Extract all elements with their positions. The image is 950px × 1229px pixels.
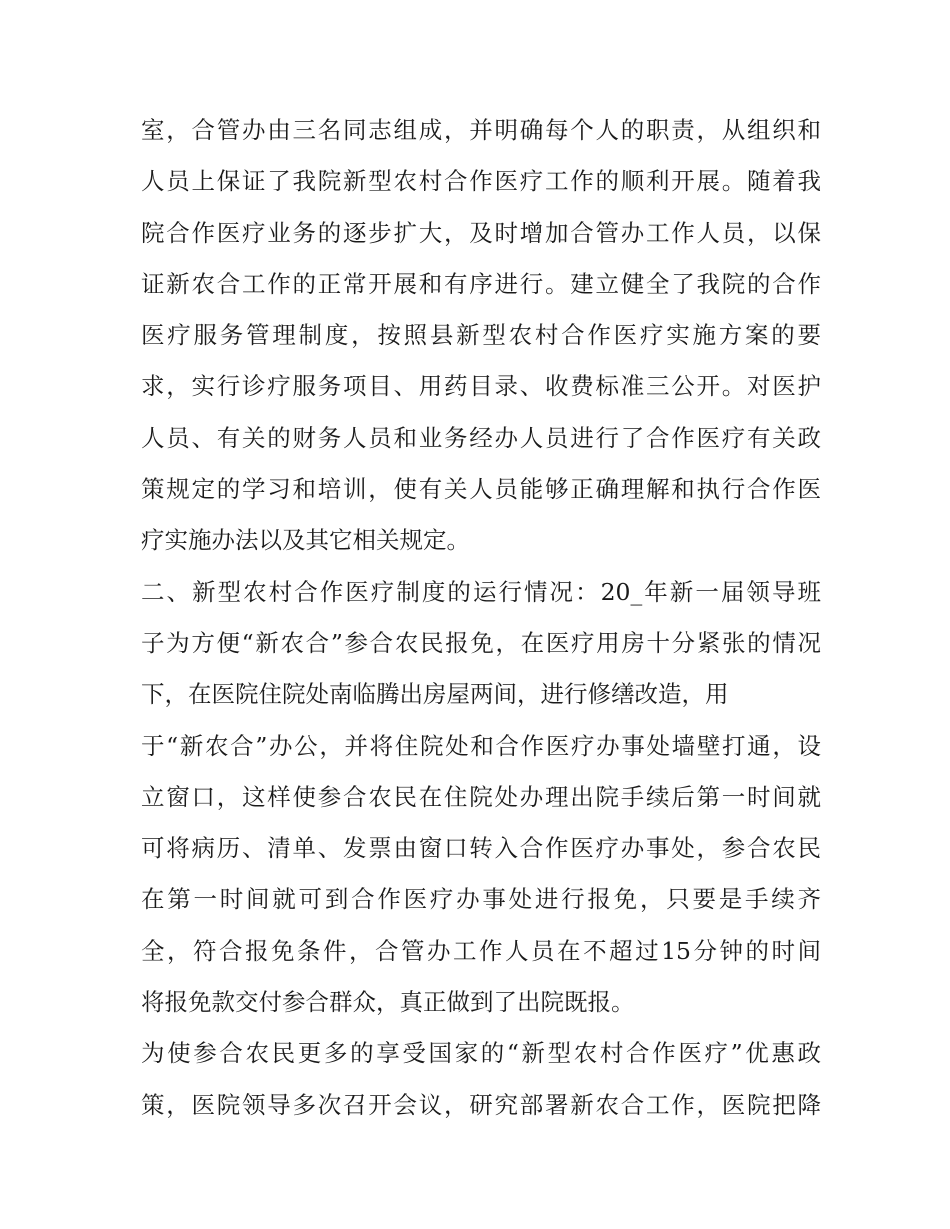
text-line: 人员上保证了我院新型农村合作医疗工作的顺利开展。随着我 [141,167,821,196]
text-line: 下，在医院住院处南临腾出房屋两间，进行修缮改造，用 [141,680,729,709]
text-line: 院合作医疗业务的逐步扩大，及时增加合管办工作人员，以保 [141,218,821,247]
text-line: 为使参合农民更多的享受国家的“新型农村合作医疗”优惠政 [141,1039,821,1068]
text-line: 证新农合工作的正常开展和有序进行。建立健全了我院的合作 [141,269,821,298]
text-line: 人员、有关的财务人员和业务经办人员进行了合作医疗有关政 [141,423,821,452]
text-line: 室，合管办由三名同志组成，并明确每个人的职责，从组织和 [141,116,821,144]
text-line: 子为方便“新农合”参合农民报免，在医疗用房十分紧张的情况 [141,628,821,657]
text-line: 策规定的学习和培训，使有关人员能够正确理解和执行合作医 [141,475,821,504]
body-text [141,105,821,1131]
text-line: 在第一时间就可到合作医疗办事处进行报免，只要是手续齐 [141,885,821,914]
text-line: 策，医院领导多次召开会议，研究部署新农合工作，医院把降 [141,1090,821,1119]
text-line: 求，实行诊疗服务项目、用药目录、收费标准三公开。对医护 [141,372,821,401]
text-line: 立窗口，这样使参合农民在住院处办理出院手续后第一时间就 [141,782,821,811]
text-line: 疗实施办法以及其它相关规定。 [141,526,470,555]
text-line: 医疗服务管理制度，按照县新型农村合作医疗实施方案的要 [141,321,821,350]
text-line: 将报免款交付参合群众，真正做到了出院既报。 [141,988,635,1017]
text-line: 于“新农合”办公，并将住院处和合作医疗办事处墙壁打通，设 [141,731,821,760]
text-line: 二、新型农村合作医疗制度的运行情况：20_年新一届领导班 [141,577,821,606]
text-line: 可将病历、清单、发票由窗口转入合作医疗办事处，参合农民 [141,834,821,863]
text-line: 全，符合报免条件，合管办工作人员在不超过15分钟的时间 [141,936,821,965]
